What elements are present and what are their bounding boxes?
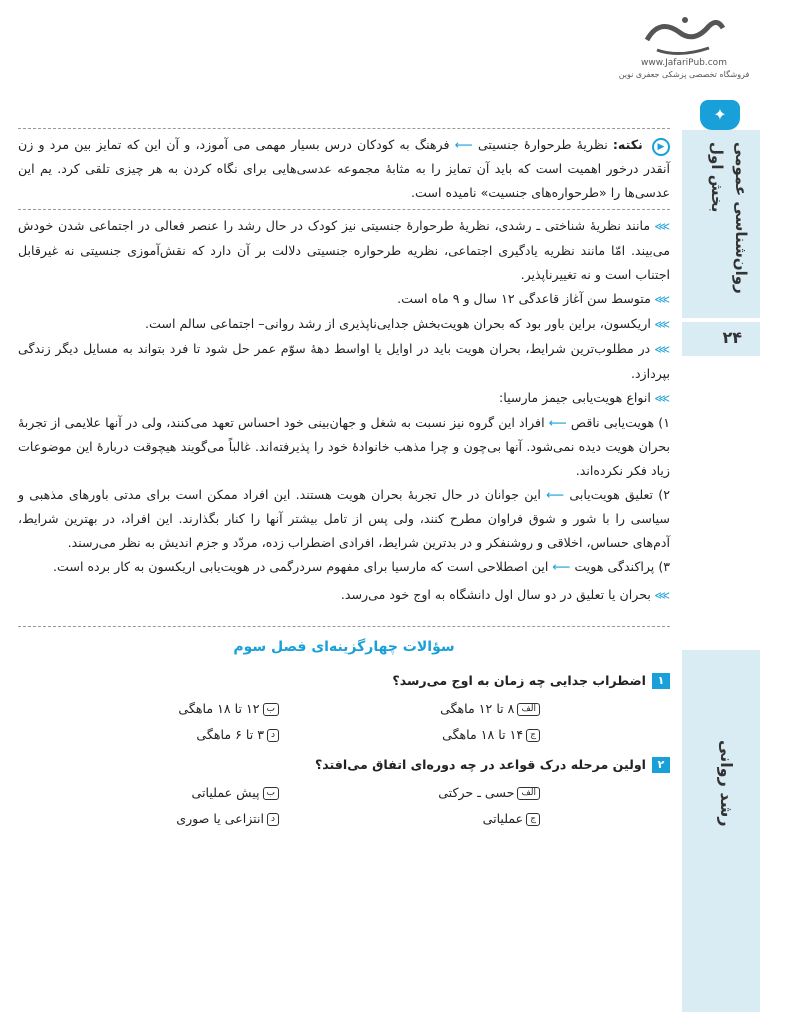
divider (18, 209, 670, 210)
section-part: بخش اول (708, 142, 726, 213)
question-text: اضطراب جدایی چه زمان به اوج می‌رسد؟ (392, 673, 646, 688)
page-number-box (682, 322, 760, 356)
bullet-icon: ⋙ (650, 293, 670, 306)
question (18, 669, 670, 747)
bullet-icon: ⋙ (650, 343, 670, 356)
section-name: روان‌شناسی عمومی (732, 142, 750, 294)
main-content (18, 124, 670, 831)
chapter-title: رشد روانی (717, 740, 736, 827)
answer-option[interactable]: الف حسی ـ حرکتی (279, 781, 540, 805)
bullet-icon: ⋙ (650, 220, 670, 233)
bullet-paragraph: ⋙ در مطلوب‌ترین شرایط، بحران هویت باید در اوایل یا اواسط دههٔ سوّم عمر حل شود تا فرد بتواند به مسایل دیگر زندگی بپردازد. (18, 341, 670, 381)
publisher-tagline: فروشگاه تخصصی پزشکی جعفری نوین (618, 70, 750, 79)
question-text: اولین مرحله درک قواعد در چه دوره‌ای اتفاق می‌افتد؟ (314, 757, 646, 772)
answer-option[interactable]: ج ۱۴ تا ۱۸ ماهگی (279, 723, 540, 747)
note-term: نظریهٔ طرحوارهٔ جنسیتی (477, 137, 608, 152)
note-text: فرهنگ به کودکان درس بسیار مهمی می آموزد، و آن این که تمایز بین مرد و زن آنقدر درخور اهمیت است که باید آن تمایز را به مثابهٔ مجموعه عدسی‌هایی برای نگاه کردن به هر چیزی تلقی کرد. یم این عدسی‌ها را «طرحواره‌های جنسیت» نامیده است. (18, 137, 670, 200)
answer-option[interactable]: ج عملیاتی (279, 807, 540, 831)
publisher-logo (604, 10, 764, 110)
note-icon: ▶ (652, 138, 670, 156)
question-number: ۱ (652, 673, 670, 689)
arrow-icon: ⟵ (546, 487, 565, 502)
answer-option[interactable]: الف ۸ تا ۱۲ ماهگی (279, 697, 540, 721)
bullet-paragraph: ⋙ انواع هویت‌یابی جیمز مارسیا: (499, 390, 670, 405)
question (18, 753, 670, 831)
bullet-paragraph: ⋙ بحران یا تعلیق در دو سال اول دانشگاه به اوج خود می‌رسد. (340, 587, 670, 602)
arrow-icon: ⟵ (454, 137, 473, 152)
bullet-icon: ⋙ (650, 589, 670, 602)
bullet-paragraph: ⋙ مانند نظریهٔ شناختی ـ رشدی، نظریهٔ طرحوارهٔ جنسیتی نیز کودک در حال رشد را عنصر فعالی در اجتماعی شدن خودش می‌بیند. امّا مانند نظریه یادگیری اجتماعی، نظریه طرحواره جنسیتی دلالت بر آن دارد که نقش‌آموزی جنسیتی نه غیرقابل اجتناب است و نه تغییرناپذیر. (18, 218, 670, 282)
bullet-paragraph: ⋙ اریکسون، براین باور بود که بحران هویت‌بخش جدایی‌ناپذیری از رشد روانی– اجتماعی سالم است. (145, 316, 670, 331)
publisher-logo-icon (639, 10, 729, 62)
note-label: نکته: (612, 137, 643, 152)
publisher-url: www.JafariPub.com (641, 58, 727, 68)
page-number: ۲۴ (722, 328, 742, 347)
bullet-paragraph: ⋙ متوسط سن آغاز قاعدگی ۱۲ سال و ۹ ماه است. (397, 291, 670, 306)
answer-option[interactable]: د ۳ تا ۶ ماهگی (18, 723, 279, 747)
identity-type: ۳) پراکندگی هویت ⟵ این اصطلاحی است که مارسیا برای مفهوم سردرگمی در هویت‌یابی اریکسون به کار برده است. (53, 559, 670, 574)
brand-badge-icon: ✦ (700, 100, 740, 130)
arrow-icon: ⟵ (552, 559, 571, 574)
answer-option[interactable]: ب پیش عملیاتی (18, 781, 279, 805)
bullet-icon: ⋙ (650, 392, 670, 405)
arrow-icon: ⟵ (548, 415, 567, 430)
identity-type: ۱) هویت‌یابی ناقص ⟵ افراد این گروه نیز نسبت به شغل و جهان‌بینی خود احساس تعهد می‌کنند، ولی در آنها علایمی از تجربهٔ بحران هویت دیده نمی‌شود. آنها بی‌چون و چرا مذهب خانوادهٔ خود را پذیرفته‌اند. غالباً می‌گویند هیچوقت دربارهٔ این موضوعات زیاد فکر نکرده‌اند. (18, 415, 670, 478)
questions-heading: سؤالات چهارگزینه‌ای فصل سوم (18, 626, 670, 659)
chapter-strip (682, 650, 760, 1012)
identity-type: ۲) تعلیق هویت‌یابی ⟵ این جوانان در حال تجربهٔ بحران هویت هستند. این افراد ممکن است برای مدتی باورهای مذهبی و سیاسی را با شور و شوق فراوان مطرح کنند، ولی پس از تامل بیشتر آنها را کنار بگذارند. این افراد، در بهترین شرایط، آدم‌های حساس، اخلاقی و روشنفکر و در بدترین شرایط، افرادی اضطراب زده، مردّد و جزم اندیش به نظر می‌رسند. (18, 487, 670, 550)
answer-option[interactable]: د انتزاعی یا صوری (18, 807, 279, 831)
note-paragraph (18, 133, 670, 205)
divider (18, 128, 670, 129)
question-number: ۲ (652, 757, 670, 773)
answer-option[interactable]: ب ۱۲ تا ۱۸ ماهگی (18, 697, 279, 721)
bullet-icon: ⋙ (650, 318, 670, 331)
